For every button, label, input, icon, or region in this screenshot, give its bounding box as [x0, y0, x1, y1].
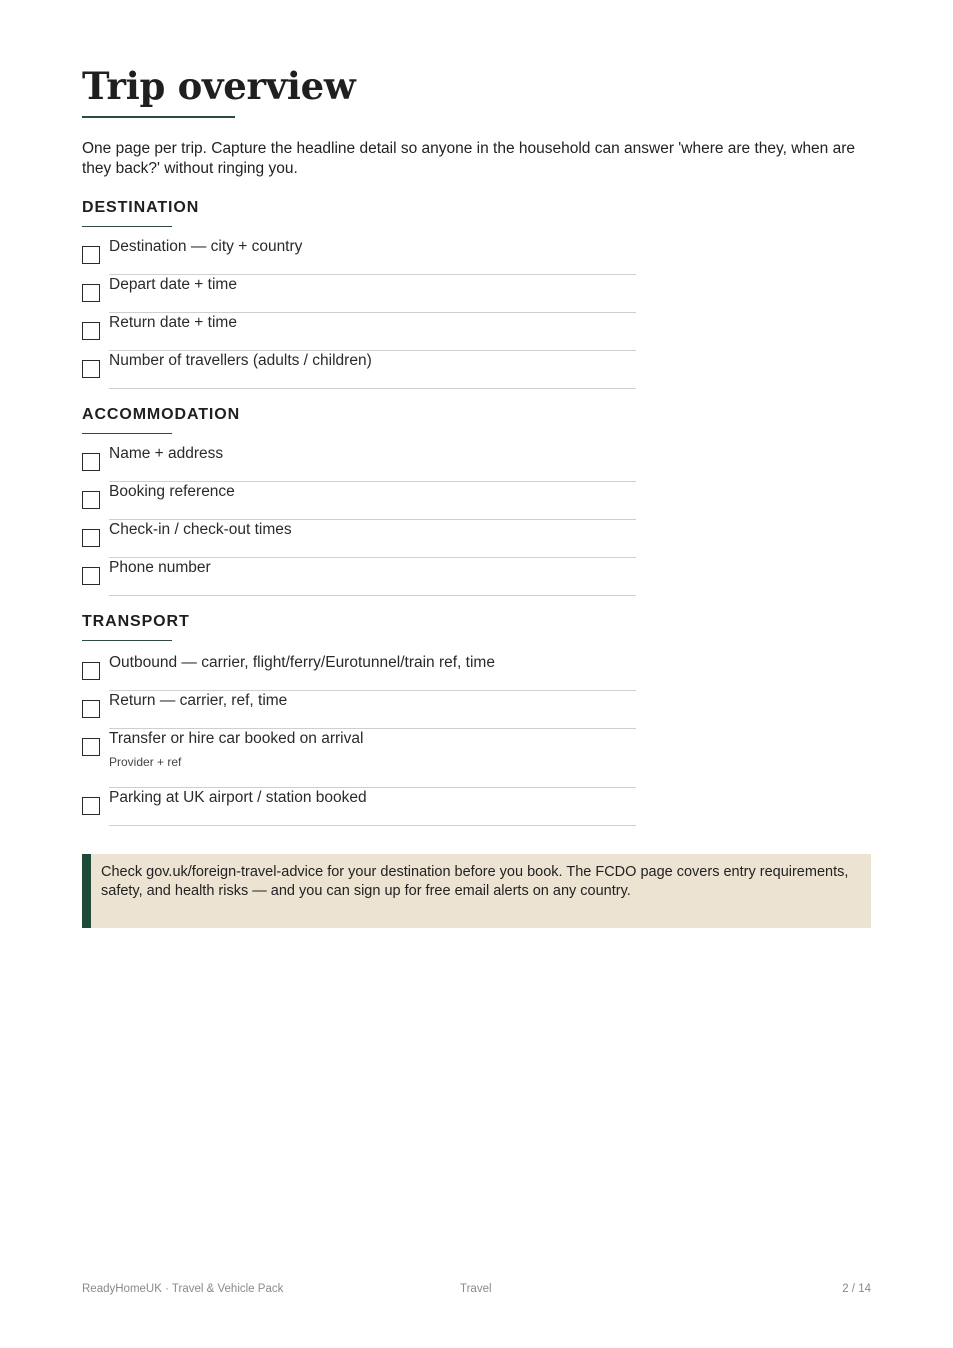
checkbox[interactable] [82, 284, 100, 302]
item-label: Depart date + time [109, 276, 237, 293]
section-heading: TRANSPORT [82, 613, 190, 630]
item-label: Outbound — carrier, flight/ferry/Eurotunnel/train ref, time [109, 654, 495, 671]
item-hint: Provider + ref [109, 755, 182, 769]
section-heading: DESTINATION [82, 199, 200, 216]
write-in-line [109, 825, 636, 826]
checklist-item[interactable] [82, 313, 642, 351]
item-label: Return date + time [109, 314, 237, 331]
checklist-item[interactable] [82, 558, 642, 596]
item-label: Parking at UK airport / station booked [109, 789, 367, 806]
item-label: Phone number [109, 559, 211, 576]
checkbox[interactable] [82, 453, 100, 471]
checklist-item[interactable] [82, 691, 642, 729]
checkbox[interactable] [82, 246, 100, 264]
footer-brand: ReadyHomeUK · Travel & Vehicle Pack [82, 1283, 284, 1295]
checklist-item[interactable] [82, 275, 642, 313]
section-destination [82, 198, 642, 389]
write-in-line [109, 388, 636, 389]
checklist-item[interactable] [82, 351, 642, 389]
intro-text: One page per trip. Capture the headline detail so anyone in the household can answer 'where are they, when are they back?' without ringing you. [82, 140, 856, 177]
checklist-item[interactable] [82, 729, 642, 788]
checklist-item[interactable] [82, 482, 642, 520]
item-label: Booking reference [109, 483, 235, 500]
checklist-item[interactable] [82, 653, 642, 691]
write-in-line [109, 595, 636, 596]
checkbox[interactable] [82, 797, 100, 815]
item-label: Number of travellers (adults / children) [109, 352, 372, 369]
page-title: Trip overview [82, 64, 356, 108]
section-transport [82, 612, 642, 826]
item-label: Return — carrier, ref, time [109, 692, 288, 709]
item-label: Destination — city + country [109, 238, 303, 255]
checkbox[interactable] [82, 322, 100, 340]
fcdo-advice-callout: Check gov.uk/foreign-travel-advice for your destination before you book. The FCDO page covers entry requirements, safety, and health risks — and you can sign up for free email alerts on any country. [82, 854, 871, 928]
checkbox[interactable] [82, 567, 100, 585]
item-label: Name + address [109, 445, 224, 462]
checkbox[interactable] [82, 662, 100, 680]
checklist-item[interactable] [82, 520, 642, 558]
checkbox[interactable] [82, 700, 100, 718]
checkbox[interactable] [82, 529, 100, 547]
checkbox[interactable] [82, 738, 100, 756]
checkbox[interactable] [82, 491, 100, 509]
title-underline [82, 116, 235, 118]
item-label: Transfer or hire car booked on arrival [109, 730, 364, 747]
page-number: 2 / 14 [842, 1283, 871, 1295]
footer-section: Travel [460, 1283, 492, 1295]
checklist-item[interactable] [82, 444, 642, 482]
checklist-item[interactable] [82, 237, 642, 275]
item-label: Check-in / check-out times [109, 521, 292, 538]
section-accommodation [82, 405, 642, 596]
checklist-item[interactable] [82, 788, 642, 826]
checkbox[interactable] [82, 360, 100, 378]
section-heading: ACCOMMODATION [82, 406, 241, 423]
